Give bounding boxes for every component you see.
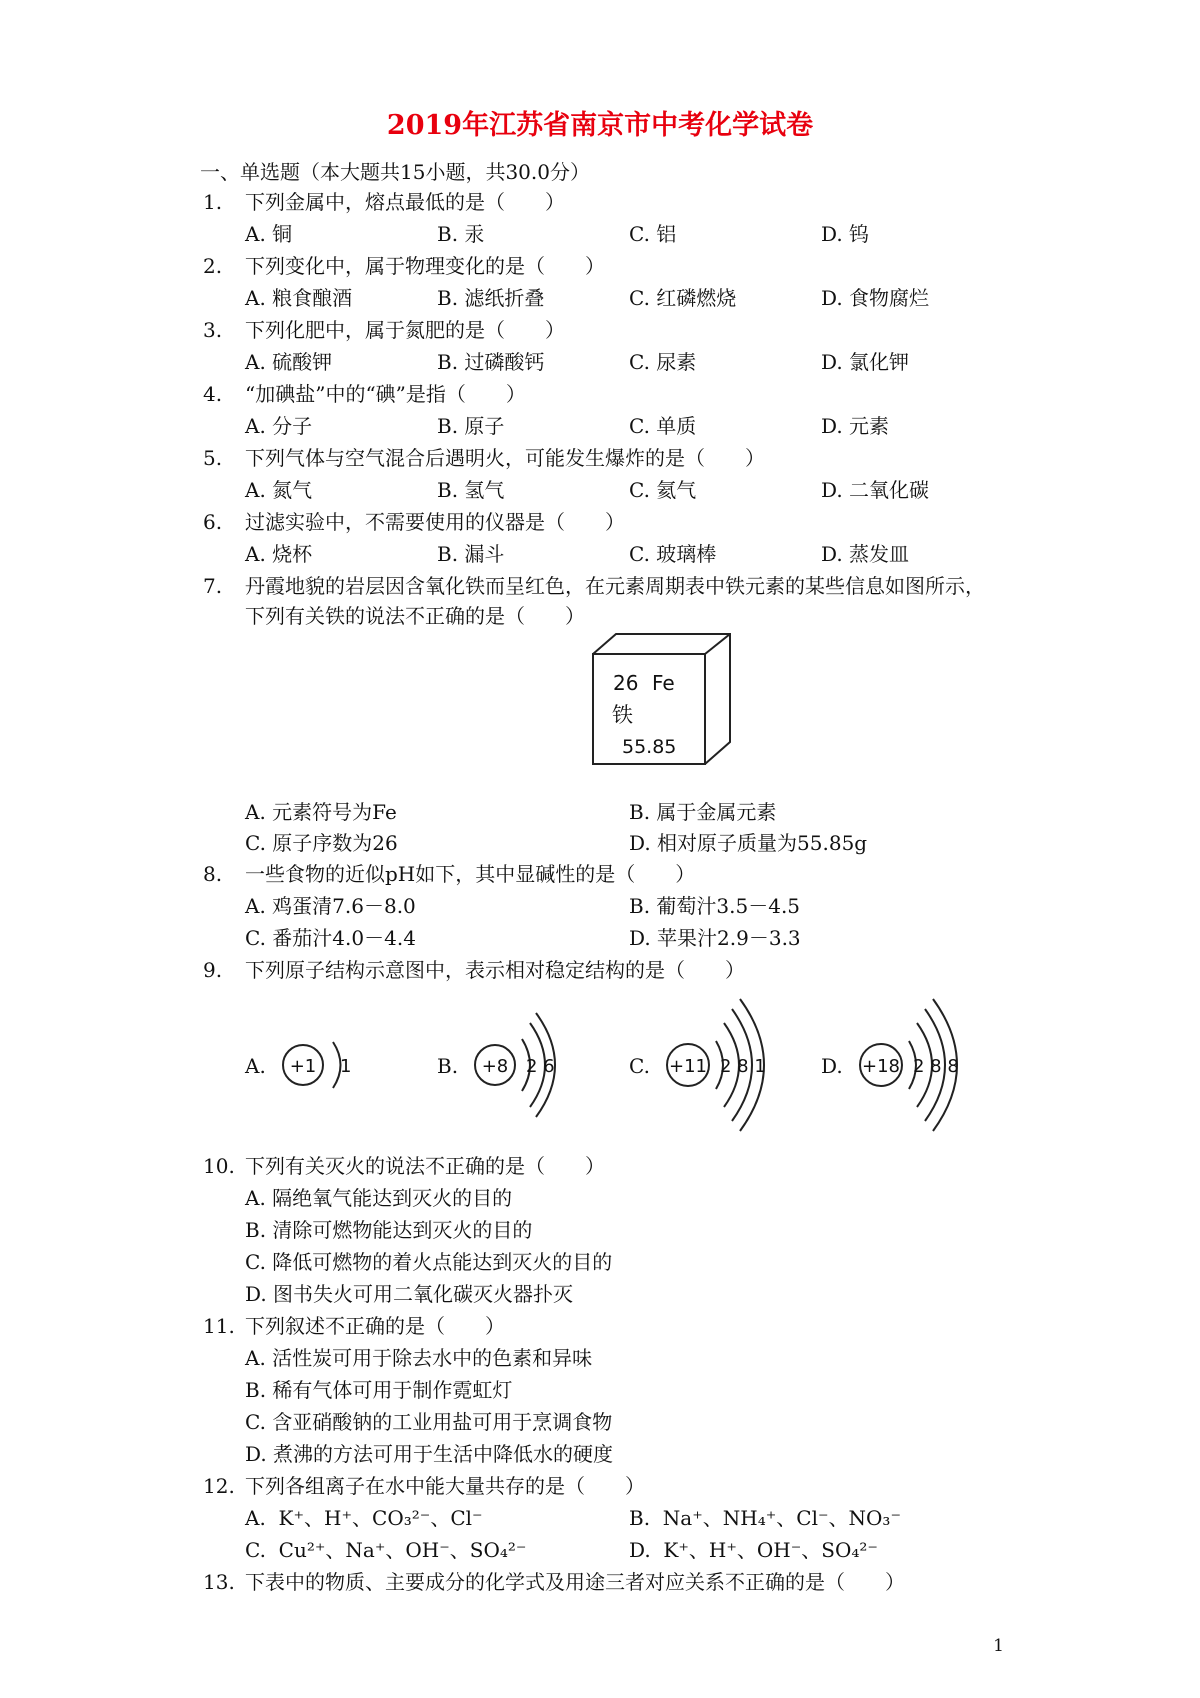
option-c: C. 降低可燃物的着火点能达到灭火的目的 [245,1250,613,1274]
question-stem: 下列叙述不正确的是（ ） [245,1314,505,1338]
element-mass: 55.85 [622,736,677,758]
option-c: C. 番茄汁4.0－4.4 [245,926,416,950]
page-number: 1 [993,1636,1004,1656]
option-d: D. K⁺、H⁺、OH⁻、SO₄²⁻ [629,1538,878,1562]
option-a: A. [245,1054,266,1078]
question-stem: 下表中的物质、主要成分的化学式及用途三者对应关系不正确的是（ ） [245,1570,905,1594]
option-a: A. 氮气 [245,478,313,502]
option-d: D. 钨 [821,222,870,246]
option-c: C. 氦气 [629,478,697,502]
atom-diagram-c [662,995,792,1135]
question-number: 4. [203,382,223,406]
element-symbol: Fe [652,671,675,695]
option-d: D. 氯化钾 [821,350,910,374]
page-title: 2019年江苏省南京市中考化学试卷 [386,110,814,141]
element-number: 26 [613,671,639,695]
option-a: A. 分子 [245,414,313,438]
option-a: A. 元素符号为Fe [245,800,397,824]
question-number: 12. [203,1474,235,1498]
svg-text:+8: +8 [481,1056,509,1077]
question-number: 10. [203,1154,235,1178]
option-c: C. 铝 [629,222,677,246]
option-b: B. 稀有气体可用于制作霓虹灯 [245,1378,513,1402]
question-stem: 下列金属中，熔点最低的是（ ） [245,190,565,214]
option-a: A. 粮食酿酒 [245,286,353,310]
option-b: B. 属于金属元素 [629,800,777,824]
question-stem: 下列化肥中，属于氮肥的是（ ） [245,318,565,342]
question-number: 3. [203,318,223,342]
option-b: B. 过磷酸钙 [437,350,545,374]
option-a: A. K⁺、H⁺、CO₃²⁻、Cl⁻ [245,1506,483,1530]
question-number: 8. [203,862,223,886]
element-name: 铁 [612,703,633,727]
question-stem: 下列原子结构示意图中，表示相对稳定结构的是（ ） [245,958,745,982]
question-stem: 下列有关灭火的说法不正确的是（ ） [245,1154,605,1178]
svg-text:1: 1 [340,1056,352,1077]
option-c: C. [629,1054,650,1078]
option-d: D. 相对原子质量为55.85g [629,831,868,855]
atom-diagram-d [855,995,985,1135]
option-b: B. 漏斗 [437,542,505,566]
question-stem-line2: 下列有关铁的说法不正确的是（ ） [245,604,585,628]
option-b: B. 原子 [437,414,505,438]
option-c: C. 玻璃棒 [629,542,717,566]
question-number: 5. [203,446,223,470]
option-a: A. 铜 [245,222,293,246]
question-stem: 下列气体与空气混合后遇明火，可能发生爆炸的是（ ） [245,446,765,470]
question-stem: 下列变化中，属于物理变化的是（ ） [245,254,605,278]
iron-element-card [590,632,736,767]
option-d: D. 食物腐烂 [821,286,930,310]
svg-text:+1: +1 [289,1056,317,1077]
option-d: D. [821,1054,843,1078]
option-c: C. 红磷燃烧 [629,286,737,310]
option-a: A. 硫酸钾 [245,350,333,374]
question-number: 1. [203,190,223,214]
question-stem: 一些食物的近似pH如下，其中显碱性的是（ ） [245,862,696,886]
option-b: B. 葡萄汁3.5－4.5 [629,894,801,918]
svg-text:2 8 1: 2 8 1 [720,1056,766,1077]
atom-diagram-a [278,1030,358,1100]
question-number: 7. [203,574,223,598]
question-stem: “加碘盐”中的“碘”是指（ ） [245,382,526,406]
option-d: D. 煮沸的方法可用于生活中降低水的硬度 [245,1442,614,1466]
option-b: B. Na⁺、NH₄⁺、Cl⁻、NO₃⁻ [629,1506,902,1530]
ion-list-d: K⁺、H⁺、OH⁻、SO₄²⁻ [663,1538,878,1562]
question-stem: 丹霞地貌的岩层因含氧化铁而呈红色，在元素周期表中铁元素的某些信息如图所示， [245,574,985,598]
question-number: 9. [203,958,223,982]
option-d: D. 苹果汁2.9－3.3 [629,926,801,950]
question-number: 6. [203,510,223,534]
option-c: C. 单质 [629,414,697,438]
question-number: 13. [203,1570,235,1594]
option-a: A. 鸡蛋清7.6－8.0 [245,894,416,918]
question-number: 11. [203,1314,235,1338]
option-a: A. 烧杯 [245,542,313,566]
option-b: B. 滤纸折叠 [437,286,545,310]
ion-list-c: Cu²⁺、Na⁺、OH⁻、SO₄²⁻ [278,1538,527,1562]
question-stem: 下列各组离子在水中能大量共存的是（ ） [245,1474,645,1498]
option-d: D. 图书失火可用二氧化碳灭火器扑灭 [245,1282,574,1306]
svg-text:2 8 8: 2 8 8 [913,1056,959,1077]
option-b: B. 氢气 [437,478,505,502]
option-d: D. 蒸发皿 [821,542,910,566]
option-d: D. 二氧化碳 [821,478,930,502]
svg-text:2 6: 2 6 [526,1056,555,1077]
question-number: 2. [203,254,223,278]
option-b: B. 汞 [437,222,485,246]
option-a: A. 活性炭可用于除去水中的色素和异味 [245,1346,593,1370]
ion-list-b: Na⁺、NH₄⁺、Cl⁻、NO₃⁻ [662,1506,902,1530]
option-a: A. 隔绝氧气能达到灭火的目的 [245,1186,513,1210]
svg-text:+18: +18 [862,1056,900,1077]
svg-text:+11: +11 [669,1056,707,1077]
ion-list-a: K⁺、H⁺、CO₃²⁻、Cl⁻ [278,1506,483,1530]
option-c: C. Cu²⁺、Na⁺、OH⁻、SO₄²⁻ [245,1538,527,1562]
option-c: C. 含亚硝酸钠的工业用盐可用于烹调食物 [245,1410,613,1434]
section-heading: 一、单选题（本大题共15小题，共30.0分） [200,160,590,184]
option-c: C. 原子序数为26 [245,831,398,855]
atom-diagram-b [470,1005,580,1125]
option-c: C. 尿素 [629,350,697,374]
option-b: B. [437,1054,459,1078]
option-d: D. 元素 [821,414,890,438]
option-b: B. 清除可燃物能达到灭火的目的 [245,1218,533,1242]
question-stem: 过滤实验中，不需要使用的仪器是（ ） [245,510,625,534]
